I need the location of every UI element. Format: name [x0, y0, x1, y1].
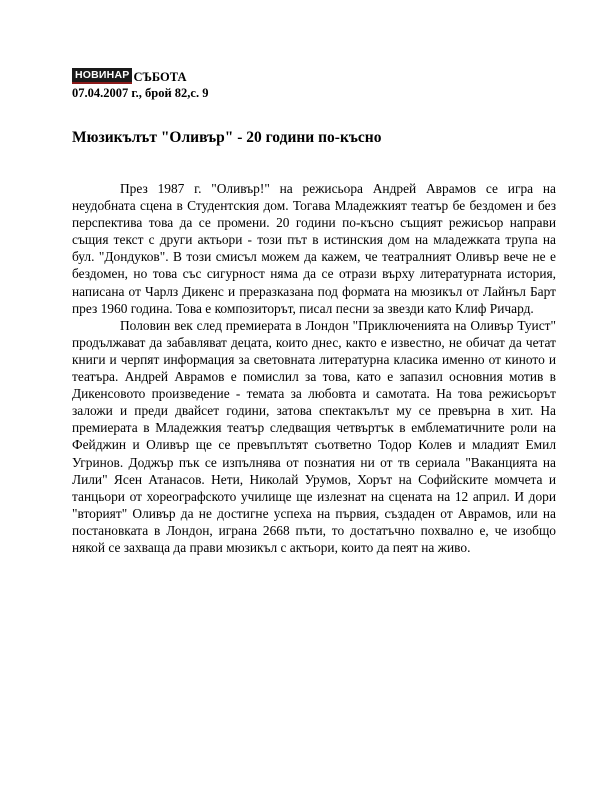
article-title: Мюзикълът "Оливър" - 20 години по-късно	[72, 129, 382, 146]
newspaper-logo: НОВИНАР	[72, 68, 132, 84]
article-body	[72, 180, 556, 556]
article-paragraph: Половин век след премиерата в Лондон "Приключенията на Оливър Туист" продължават да забавляват децата, които днес, както е известно, не обичат да четат книги и черпят информация за световната литературна класика именно от киното и театъра. Андрей Аврамов е помислил за това, като е запазил основния мотив в Дикенсовото произведение - темата за любовта и самотата. На това режисьорът заложи и преди двайсет години, затова спектакълът му се превърна в хит. На премиерата в Младежкия театър следващия четвъртък в емблематичните роли на Фейджин и Оливър ще се превъплътят съответно Тодор Колев и младият Емил Угринов. Доджър пък се изпълнява от познатия ни от тв сериала "Ваканцията на Лили" Ясен Атанасов. Нети, Николай Урумов, Хорът на Софийските момчета и танцьори от хореографското училище ще излезнат на сцената на 12 април. И дори "вторият" Оливър да не достигне успеха на първия, създаден от Аврамов, или на постановката в Лондон, играна 2668 пъти, то достатъчно похвално е, че изобщо някой се захваща да прави мюзикъл с актьори, които да пеят на живо.	[72, 317, 556, 555]
newspaper-header	[72, 68, 187, 84]
issue-info: 07.04.2007 г., брой 82,с. 9	[72, 86, 209, 100]
weekday-label: СЪБОТА	[133, 70, 187, 84]
article-paragraph: През 1987 г. "Оливър!" на режисьора Андрей Аврамов се игра на неудобната сцена в Студентския дом. Тогава Младежкият театър бе бездомен и без перспектива това да се промени. 20 години по-късно същият режисьор направи същия текст с други актьори - този път в истинския дом на младежката трупа на бул. "Дондуков". В този смисъл можем да кажем, че театралният Оливър вече не е бездомен, но това със сигурност няма да се отрази върху литературната история, написана от Чарлз Дикенс и преразказана под формата на мюзикъл от Лайнъл Барт през 1960 година. Това е композиторът, писал песни за звезди като Клиф Ричард.	[72, 181, 556, 316]
